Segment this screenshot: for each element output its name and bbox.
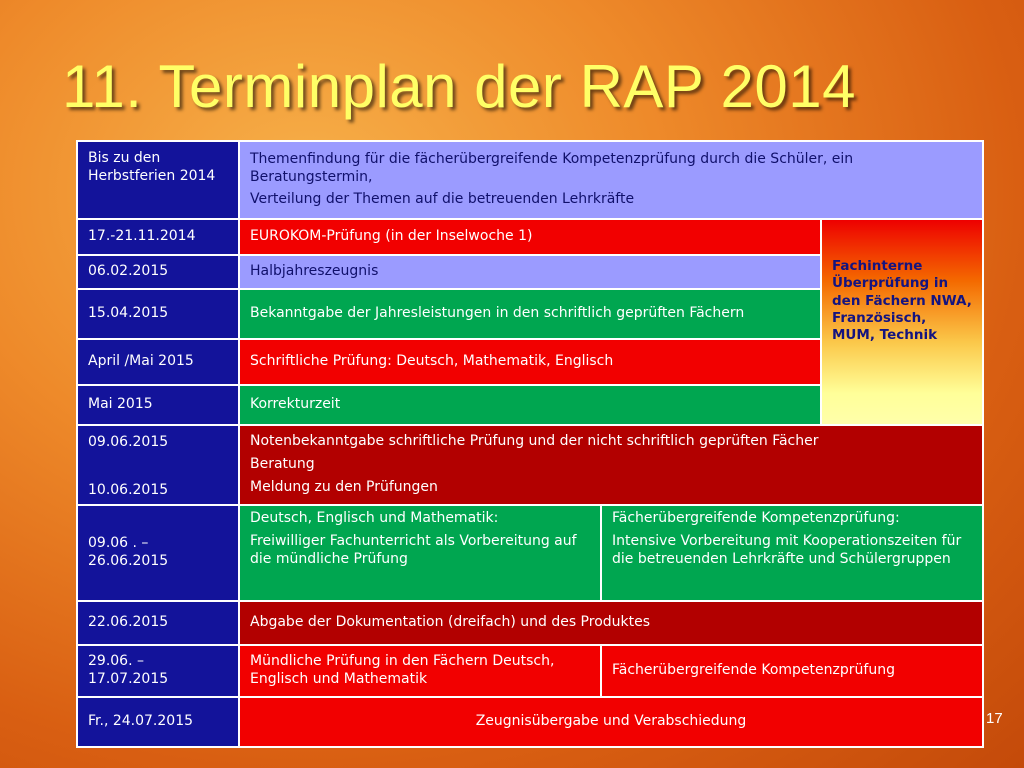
content-cell xyxy=(239,505,601,601)
side-note-cell: Fachinterne Überprüfung in den Fächern NWA, Französisch, MUM, Technik xyxy=(821,219,983,425)
content-cell xyxy=(239,425,983,505)
date-cell: Bis zu den Herbstferien 2014 xyxy=(77,141,239,219)
content-cell: Mündliche Prüfung in den Fächern Deutsch, Englisch und Mathematik xyxy=(239,645,601,697)
schedule-table xyxy=(76,140,984,748)
table-row xyxy=(77,141,983,219)
content-line: Intensive Vorbereitung mit Kooperationszeiten für die betreuenden Lehrkräfte und Schülergruppen xyxy=(612,532,962,567)
content-cell: Zeugnisübergabe und Verabschiedung xyxy=(239,697,983,747)
content-cell: Schriftliche Prüfung: Deutsch, Mathematik, Englisch xyxy=(239,339,821,385)
page-number: 17 xyxy=(986,710,1003,727)
date-cell: 17.-21.11.2014 xyxy=(77,219,239,255)
table-row xyxy=(77,425,983,505)
table-row xyxy=(77,219,983,255)
content-cell: Halbjahreszeugnis xyxy=(239,255,821,289)
date-cell: 06.02.2015 xyxy=(77,255,239,289)
content-cell xyxy=(601,505,983,601)
content-line: Beratung xyxy=(250,456,315,473)
content-cell: Fächerübergreifende Kompetenzprüfung xyxy=(601,645,983,697)
table-row xyxy=(77,505,983,601)
content-line: Verteilung der Themen auf die betreuenden Lehrkräfte xyxy=(250,190,635,207)
date-cell: 22.06.2015 xyxy=(77,601,239,645)
content-line: Themenfindung für die fächerübergreifende Kompetenzprüfung durch die Schüler, ein Beratungstermin, xyxy=(250,151,854,186)
table-row xyxy=(77,697,983,747)
content-line: Deutsch, Englisch und Mathematik: xyxy=(250,510,499,526)
date-cell: Fr., 24.07.2015 xyxy=(77,697,239,747)
content-line: Freiwilliger Fachunterricht als Vorbereitung auf die mündliche Prüfung xyxy=(250,532,577,567)
table-row xyxy=(77,645,983,697)
date-cell: 29.06. – 17.07.2015 xyxy=(77,645,239,697)
date-cell xyxy=(77,425,239,505)
content-line: Fächerübergreifende Kompetenzprüfung: xyxy=(612,510,900,526)
content-cell: EUROKOM-Prüfung (in der Inselwoche 1) xyxy=(239,219,821,255)
date-cell: April /Mai 2015 xyxy=(77,339,239,385)
slide-title: 11. Terminplan der RAP 2014 xyxy=(62,53,856,120)
date-line: 09.06.2015 xyxy=(88,434,169,450)
content-cell xyxy=(239,141,983,219)
content-cell: Abgabe der Dokumentation (dreifach) und des Produktes xyxy=(239,601,983,645)
date-cell: 09.06 . – 26.06.2015 xyxy=(77,505,239,601)
content-cell: Korrekturzeit xyxy=(239,385,821,425)
table-row xyxy=(77,601,983,645)
content-line: Meldung zu den Prüfungen xyxy=(250,478,438,495)
date-line: 10.06.2015 xyxy=(88,481,169,498)
content-line: Notenbekanntgabe schriftliche Prüfung und der nicht schriftlich geprüften Fächer xyxy=(250,433,819,450)
date-cell: Mai 2015 xyxy=(77,385,239,425)
date-cell: 15.04.2015 xyxy=(77,289,239,339)
content-cell: Bekanntgabe der Jahresleistungen in den schriftlich geprüften Fächern xyxy=(239,289,821,339)
